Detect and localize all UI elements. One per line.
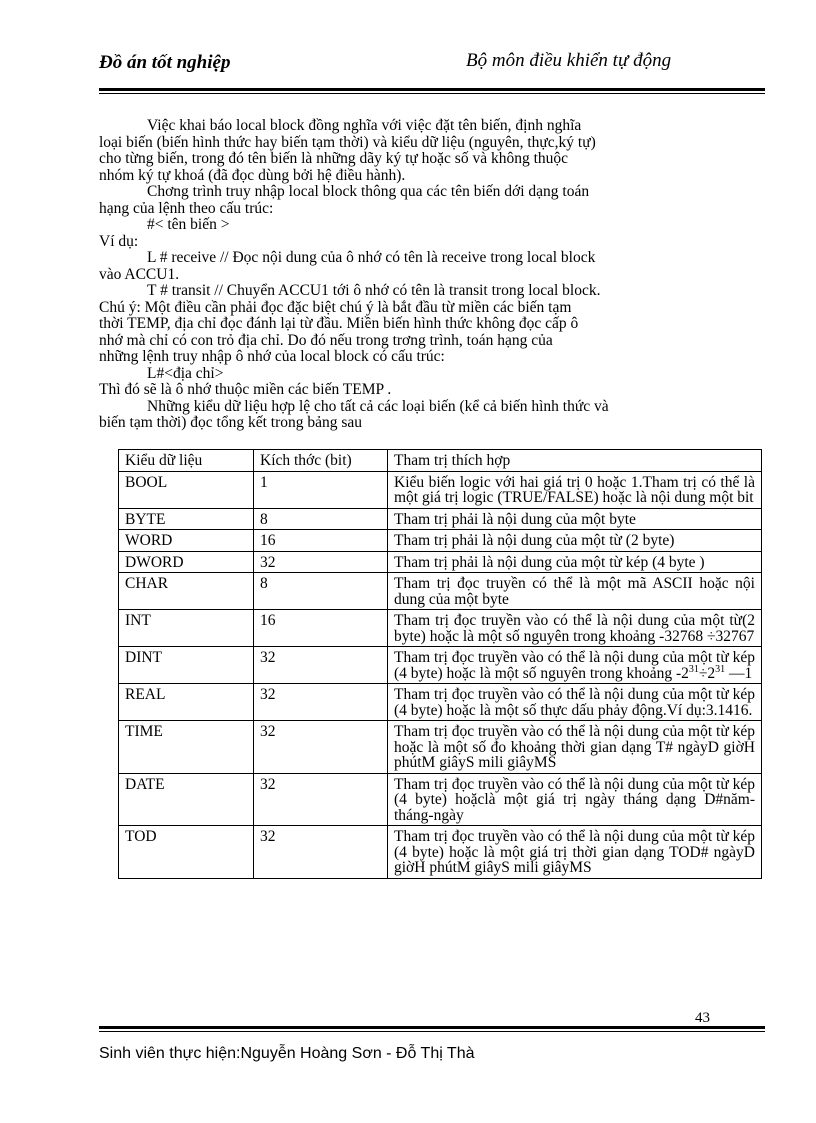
example-line: T # transit // Chuyển ACCU1 tới ô nhớ có tên là transit trong local block. — [147, 282, 601, 299]
table-cell: Tham trị đọc truyền vào có thể là nội dung của một từ kép hoặc là một số đo khoảng thời gian dạng T# ngàyD giờH phútM giâyS mili giâyMS — [388, 721, 762, 774]
table-cell: Tham trị đọc truyền vào có thể là nội dung của một từ kép (4 byte) hoặclà một giá trị ngày tháng dạng D#năm-tháng-ngày — [388, 773, 762, 826]
table-header-cell: Kích thớc (bit) — [254, 450, 388, 472]
paragraph-line: Những kiểu dữ liệu hợp lệ cho tất cả các loại biến (kể cả biến hình thức và — [147, 397, 609, 415]
table-cell: DINT — [119, 647, 254, 684]
table-row — [119, 471, 762, 508]
note-line: Chú ý: Một điều cần phải đọc đặc biệt chú ý là bắt đầu từ miền các biến tạm — [99, 298, 572, 316]
table-header-row — [119, 450, 762, 472]
table-cell: 32 — [254, 551, 388, 573]
table-row — [119, 551, 762, 573]
header-rule-thick — [99, 88, 765, 91]
table-row — [119, 826, 762, 879]
table-cell: 8 — [254, 573, 388, 610]
table-cell: Tham trị đọc truyền vào có thể là nội dung của một từ kép (4 byte) hoặc là một giá trị thời gian dạng TOD# ngàyD giờH phútM giâyS mili giâyMS — [388, 826, 762, 879]
paragraph-line: nhóm ký tự khoá (đã đọc dùng bởi hệ điều hành). — [99, 166, 406, 184]
table-cell: TOD — [119, 826, 254, 879]
table-cell: Tham trị đọc truyền vào có thể là nội dung của một từ(2 byte) hoặc là một số nguyên trong khoảng -32768 ÷32767 — [388, 610, 762, 647]
table-cell: DATE — [119, 773, 254, 826]
table-cell: BYTE — [119, 508, 254, 530]
paragraph-line: Thì đó sẽ là ô nhớ thuộc miền các biến TEMP . — [99, 381, 392, 398]
paragraph-line: Chơng trình truy nhập local block thông qua các tên biến dới dạng toán — [147, 183, 590, 200]
table-cell: 16 — [254, 610, 388, 647]
syntax-line: #< tên biến > — [147, 216, 230, 233]
header-rule-thin — [99, 93, 765, 94]
table-cell: REAL — [119, 684, 254, 721]
table-cell: CHAR — [119, 573, 254, 610]
table-cell: DWORD — [119, 551, 254, 573]
table-cell: Tham trị phải là nội dung của một byte — [388, 508, 762, 530]
footer-author: Sinh viên thực hiện:Nguyễn Hoàng Sơn - Đỗ Thị Thà — [99, 1045, 475, 1062]
note-line: những lệnh truy nhập ô nhớ của local block có cấu trúc: — [99, 348, 445, 365]
table-cell: Tham trị đọc truyền vào có thể là nội dung của một từ kép (4 byte) hoặc là một số thực dấu phảy động.Ví dụ:3.1416. — [388, 684, 762, 721]
note-line: thời TEMP, địa chỉ đọc đánh lại từ đầu. Miền biến hình thức không đọc cấp ô — [99, 315, 579, 332]
table-row — [119, 573, 762, 610]
body-text — [99, 118, 719, 432]
exponent: 31 — [688, 663, 699, 675]
table-cell: Tham trị phải là nội dung của một từ kép (4 byte ) — [388, 551, 762, 573]
table-row — [119, 610, 762, 647]
header-right-title: Bộ môn điều khiển tự động — [466, 50, 672, 71]
table-cell: 16 — [254, 530, 388, 552]
table-cell: 32 — [254, 721, 388, 774]
paragraph-line: biến tạm thời) đọc tổng kết trong bảng sau — [99, 414, 363, 431]
table-cell: WORD — [119, 530, 254, 552]
table-cell: Kiểu biến logic với hai giá trị 0 hoặc 1.Tham trị có thể là một giá trị logic (TRUE/FALSE) hoặc là nội dung một bit — [388, 471, 762, 508]
note-line: nhớ mà chỉ có con trỏ địa chỉ. Do đó nếu trong trơng trình, toán hạng của — [99, 331, 553, 349]
paragraph-line: hạng của lệnh theo cấu trúc: — [99, 199, 274, 217]
footer-rule-thin — [99, 1031, 765, 1032]
exponent: 31 — [715, 663, 726, 675]
table-cell: 1 — [254, 471, 388, 508]
table-row — [119, 721, 762, 774]
paragraph-line: cho từng biến, trong đó tên biến là những dãy ký tự hoặc số và không thuộc — [99, 150, 569, 167]
table-cell: 32 — [254, 684, 388, 721]
header-left-title: Đồ án tốt nghiệp — [99, 52, 231, 73]
table-row — [119, 530, 762, 552]
table-row — [119, 647, 762, 684]
footer-rule-thick — [99, 1026, 765, 1029]
cell-text: ÷2 — [698, 664, 716, 682]
example-line: L # receive // Đọc nội dung của ô nhớ có tên là receive trong local block — [147, 249, 596, 266]
paragraph-line: loại biến (biến hình thức hay biến tạm thời) và kiểu dữ liệu (nguyên, thực,ký tự) — [99, 133, 596, 151]
table-cell: Tham trị phải là nội dung của một từ (2 byte) — [388, 530, 762, 552]
example-line: vào ACCU1. — [99, 265, 180, 283]
paragraph-line: Việc khai báo local block đồng nghĩa với việc đặt tên biến, định nghĩa — [147, 117, 582, 134]
table-cell: BOOL — [119, 471, 254, 508]
table-cell: 32 — [254, 647, 388, 684]
example-label: Ví dụ: — [99, 232, 139, 250]
table-cell: 32 — [254, 773, 388, 826]
page-number: 43 — [695, 1010, 710, 1026]
table-row — [119, 508, 762, 530]
table-cell: INT — [119, 610, 254, 647]
table-cell — [388, 647, 762, 684]
table-row — [119, 773, 762, 826]
table-cell: TIME — [119, 721, 254, 774]
data-types-table — [118, 449, 762, 879]
cell-text: —1 — [725, 664, 753, 682]
table-cell: Tham trị đọc truyền có thể là một mã ASCII hoặc nội dung của một byte — [388, 573, 762, 610]
table-cell: 8 — [254, 508, 388, 530]
table-header-cell: Tham trị thích hợp — [388, 450, 762, 472]
table-cell: 32 — [254, 826, 388, 879]
syntax-line: L#<địa chỉ> — [147, 364, 224, 382]
table-row — [119, 684, 762, 721]
cell-text: Tham trị đọc truyền vào có thể là nội dung của một từ kép (4 byte) hoặc là một số nguyên trong khoảng -2 — [394, 649, 755, 682]
table-header-cell: Kiểu dữ liệu — [119, 450, 254, 472]
